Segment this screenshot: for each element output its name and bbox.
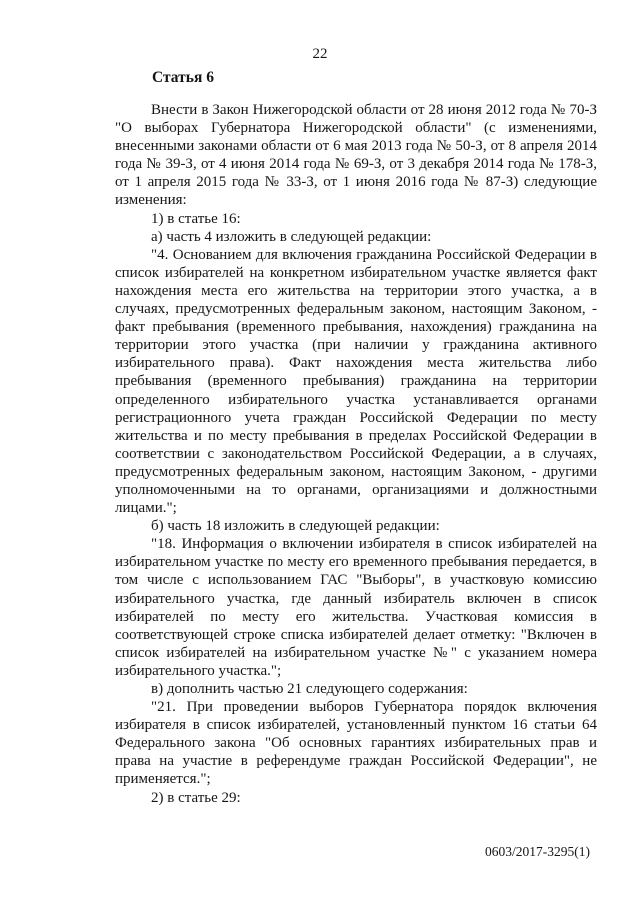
item-1b: б) часть 18 изложить в следующей редакции: [151,518,440,535]
item-1c: в) дополнить частью 21 следующего содержания: [151,681,468,697]
intro-paragraph: Внести в Закон Нижегородской области от 28 июня 2012 года № 70-З "О выборах Губернатора Нижегородской области" (с изменениями, внесенными законами области от 6 мая 2013 года № 50-З, от 8 апреля 2014 года № 39-З, от 4 июня 2014 года № 69-З, от 3 декабря 2014 года № 178-З, от 1 апреля 2015 года № 33-З, от 1 июня 2016 года № 87-З) следующие изменения: [115,102,597,209]
article-heading: Статья 6 [152,69,214,86]
document-body [115,101,597,807]
item-2: 2) в статье 29: [151,789,241,806]
item-1a: а) часть 4 изложить в следующей редакции: [151,228,432,245]
part-21-text: "21. При проведении выборов Губернатора порядок включения избирателя в список избирателей, установленный пунктом 16 статьи 64 Федерального закона "Об основных гарантиях избирательных прав и права на участие в референдуме граждан Российской Федерации", не применяется."; [115,699,597,788]
part-18-text: "18. Информация о включении избирателя в список избирателей на избирательном участке по месту его временного пребывания передается, в том числе с использованием ГАС "Выборы", в участковую комиссию избирательного участка, где данный избиратель включен в список избирателей по месту его жительства. Участковая комиссия в соответствующей строке списка избирателей делает отметку: "Включен в список избирателей на избирательном участке №" с указанием номера избирательного участка."; [115,536,597,679]
part-4-text: "4. Основанием для включения гражданина Российской Федерации в список избирателей на конкретном избирательном участке является факт нахождения места его жительства на территории этого участка, а в случаях, предусмотренных федеральным законом, настоящим Законом, - факт пребывания (временного пребывания, нахождения) гражданина на территории этого участка (при наличии у гражданина активного избирательного права). Факт нахождения места жительства либо пребывания (временного пребывания) гражданина на территории определенного избирательного участка устанавливается органами регистрационного учета граждан Российской Федерации по месту жительства и по месту пребывания в пределах Российской Федерации в соответствии с законодательством Российской Федерации, а в случаях, предусмотренных федеральным законом, настоящим Законом, - другими уполномоченными на то органами, организациями и должностными лицами."; [115,246,597,517]
item-1: 1) в статье 16: [151,210,241,227]
page-number: 22 [312,46,328,62]
document-code: 0603/2017-3295(1) [485,844,590,859]
